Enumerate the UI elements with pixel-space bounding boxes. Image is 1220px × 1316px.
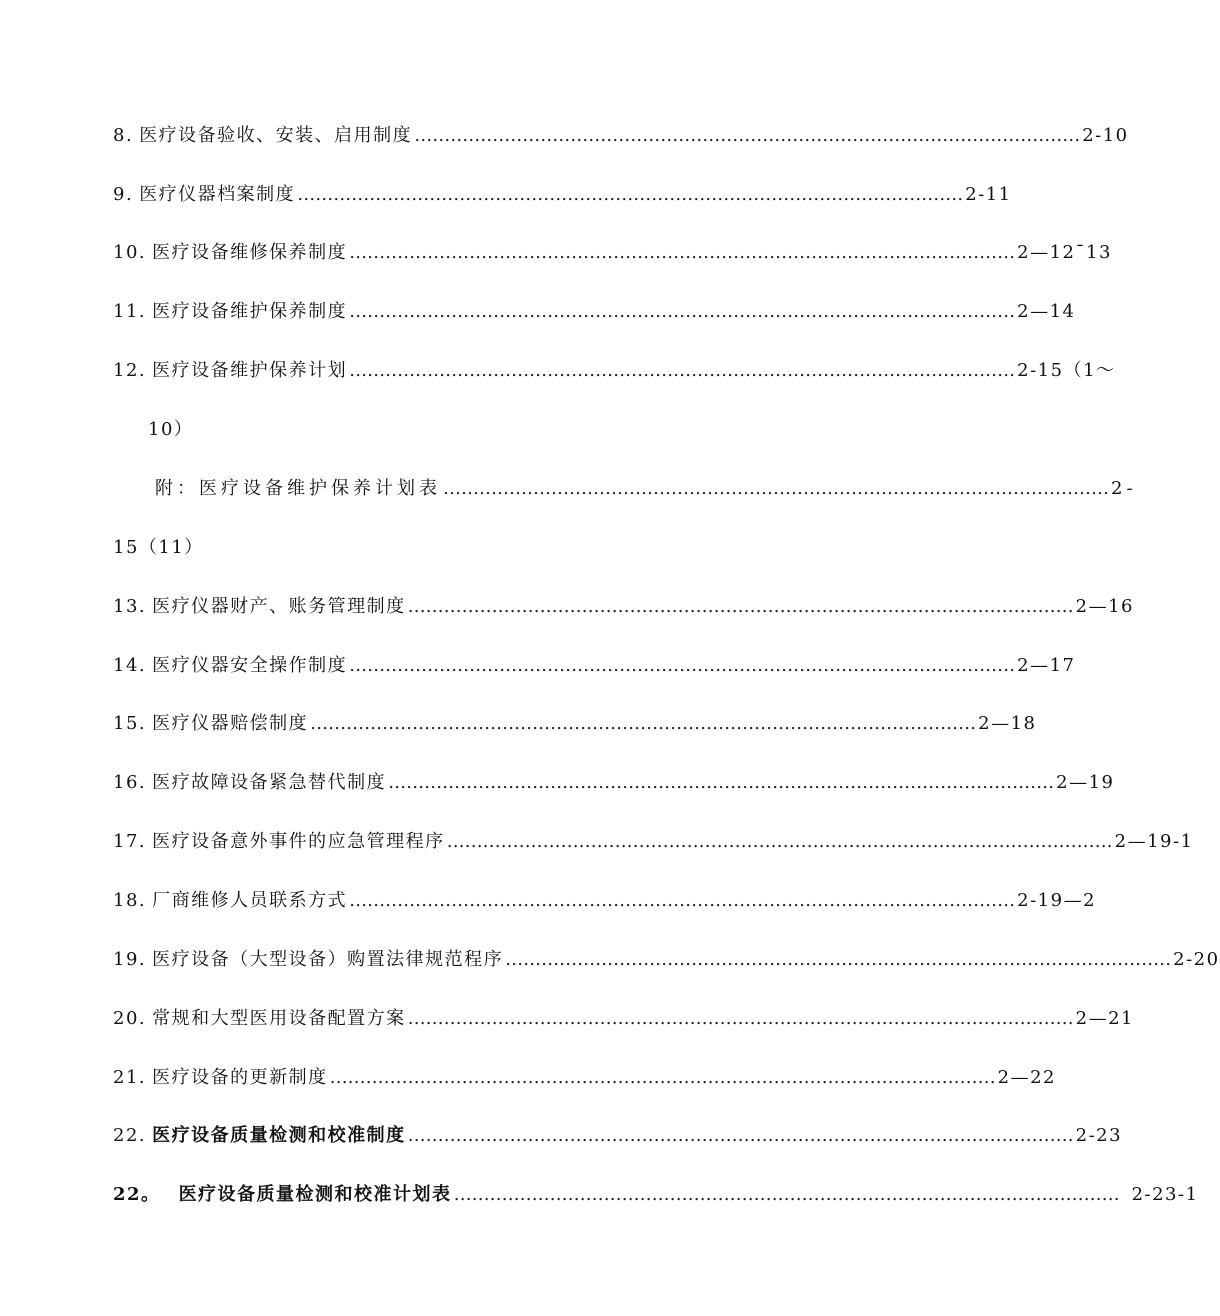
toc-entry-19 (113, 945, 1220, 975)
toc-entry-number: 15. (113, 713, 147, 734)
toc-entry-title: 医疗设备（大型设备）购置法律规范程序 (152, 949, 504, 970)
toc-entry-22-plan (113, 1180, 1199, 1210)
toc-entry-title: 医疗仪器赔偿制度 (152, 713, 309, 734)
toc-entry-number: 13. (113, 596, 147, 617)
toc-entry-page: 2—14 (1017, 301, 1076, 322)
toc-entry-title: 附：医疗设备维护保养计划表 (155, 478, 441, 499)
toc-leader-dots: ………………………………………………………………………………………………… (453, 1184, 1120, 1205)
toc-leader-dots: ………………………………………………………………………………………………… (446, 831, 1113, 852)
toc-appendix-wrap: 15（11） (113, 537, 204, 558)
toc-entry-page: 2—16 (1075, 596, 1134, 617)
toc-entry-title: 厂商维修人员联系方式 (152, 890, 348, 911)
toc-entry-page: 2-15（1～ (1017, 360, 1116, 381)
toc-entry-page: 2—18 (978, 713, 1037, 734)
toc-leader-dots: ………………………………………………………………………………………………… (349, 242, 1016, 263)
toc-leader-dots: ………………………………………………………………………………………………… (407, 1125, 1074, 1146)
toc-entry-page: 2—19 (1056, 772, 1115, 793)
toc-entry-page: 2—17 (1017, 655, 1076, 676)
toc-entry-number: 11. (113, 301, 147, 322)
toc-entry-number: 19. (113, 949, 147, 970)
toc-entry-10 (113, 238, 1112, 268)
toc-entry-title: 医疗设备维护保养计划 (152, 360, 348, 381)
toc-entry-title: 医疗仪器安全操作制度 (152, 655, 348, 676)
toc-leader-dots: ………………………………………………………………………………………………… (505, 949, 1172, 970)
toc-entry-number: 8. (113, 125, 134, 146)
toc-entry-page: 2—21 (1075, 1008, 1134, 1029)
toc-entry-22 (113, 1121, 1123, 1151)
toc-entry-title: 医疗设备维护保养制度 (152, 301, 348, 322)
toc-entry-number: 9. (113, 184, 134, 205)
toc-leader-dots: ………………………………………………………………………………………………… (349, 360, 1016, 381)
toc-leader-dots: ………………………………………………………………………………………………… (349, 655, 1016, 676)
toc-entry-page: 2-23 (1075, 1125, 1123, 1146)
toc-entry-number: 21. (113, 1067, 147, 1088)
toc-leader-dots: ………………………………………………………………………………………………… (443, 478, 1109, 499)
toc-entry-title: 医疗设备意外事件的应急管理程序 (152, 831, 445, 852)
toc-entry-17 (113, 827, 1194, 857)
toc-entry-21 (113, 1063, 1056, 1093)
toc-entry-16 (113, 768, 1115, 798)
toc-entry-8 (113, 121, 1129, 151)
toc-entry-18 (113, 886, 1097, 916)
toc-entry-title: 医疗设备维修保养制度 (152, 242, 348, 263)
toc-entry-page: 2- (1111, 478, 1137, 499)
toc-leader-dots: ………………………………………………………………………………………………… (407, 1008, 1074, 1029)
toc-entry-12 (113, 356, 1116, 386)
toc-leader-dots: ………………………………………………………………………………………………… (414, 125, 1081, 146)
toc-entry-title: 医疗故障设备紧急替代制度 (152, 772, 387, 793)
toc-entry-9 (113, 180, 1012, 210)
toc-entry-title: 医疗仪器档案制度 (139, 184, 296, 205)
toc-entry-20 (113, 1004, 1134, 1034)
toc-entry-page: 2—22 (997, 1067, 1056, 1088)
toc-leader-dots: ………………………………………………………………………………………………… (407, 596, 1074, 617)
toc-entry-page: 2-10 (1082, 125, 1129, 146)
toc-leader-dots: ………………………………………………………………………………………………… (329, 1067, 996, 1088)
toc-leader-dots: ………………………………………………………………………………………………… (310, 713, 977, 734)
toc-entry-page: 2-11 (965, 184, 1012, 205)
toc-entry-12-wrap: 10） (148, 419, 194, 440)
toc-entry-number: 10. (113, 242, 147, 263)
toc-entry-number: 12. (113, 360, 147, 381)
toc-entry-number: 17. (113, 831, 147, 852)
toc-entry-title: 常规和大型医用设备配置方案 (152, 1008, 406, 1029)
toc-appendix-entry (155, 474, 1137, 504)
toc-entry-13 (113, 592, 1134, 622)
toc-entry-title: 医疗设备验收、安装、启用制度 (139, 125, 413, 146)
toc-entry-11 (113, 297, 1076, 327)
toc-leader-dots: ………………………………………………………………………………………………… (388, 772, 1055, 793)
toc-entry-page: 2-19—2 (1017, 890, 1097, 911)
toc-entry-page: 2—19-1 (1114, 831, 1194, 852)
toc-entry-page: 2-20 (1173, 949, 1220, 970)
toc-entry-number: 14. (113, 655, 147, 676)
toc-entry-page: 2—12¯13 (1017, 242, 1112, 263)
toc-leader-dots: ………………………………………………………………………………………………… (297, 184, 964, 205)
toc-entry-number: 18. (113, 890, 147, 911)
toc-entry-number: 16. (113, 772, 147, 793)
toc-entry-number: 22. (113, 1125, 147, 1146)
toc-entry-title: 医疗仪器财产、账务管理制度 (152, 596, 406, 617)
toc-entry-title: 医疗设备质量检测和校准计划表 (178, 1184, 452, 1205)
toc-entry-15 (113, 709, 1037, 739)
toc-entry-title: 医疗设备质量检测和校准制度 (152, 1125, 406, 1146)
toc-entry-number: 22。 (113, 1184, 161, 1205)
toc-entry-title: 医疗设备的更新制度 (152, 1067, 328, 1088)
toc-leader-dots: ………………………………………………………………………………………………… (349, 301, 1016, 322)
toc-entry-number: 20. (113, 1008, 147, 1029)
toc-leader-dots: ………………………………………………………………………………………………… (349, 890, 1016, 911)
toc-entry-page: 2-23-1 (1131, 1184, 1199, 1205)
toc-entry-14 (113, 651, 1076, 681)
